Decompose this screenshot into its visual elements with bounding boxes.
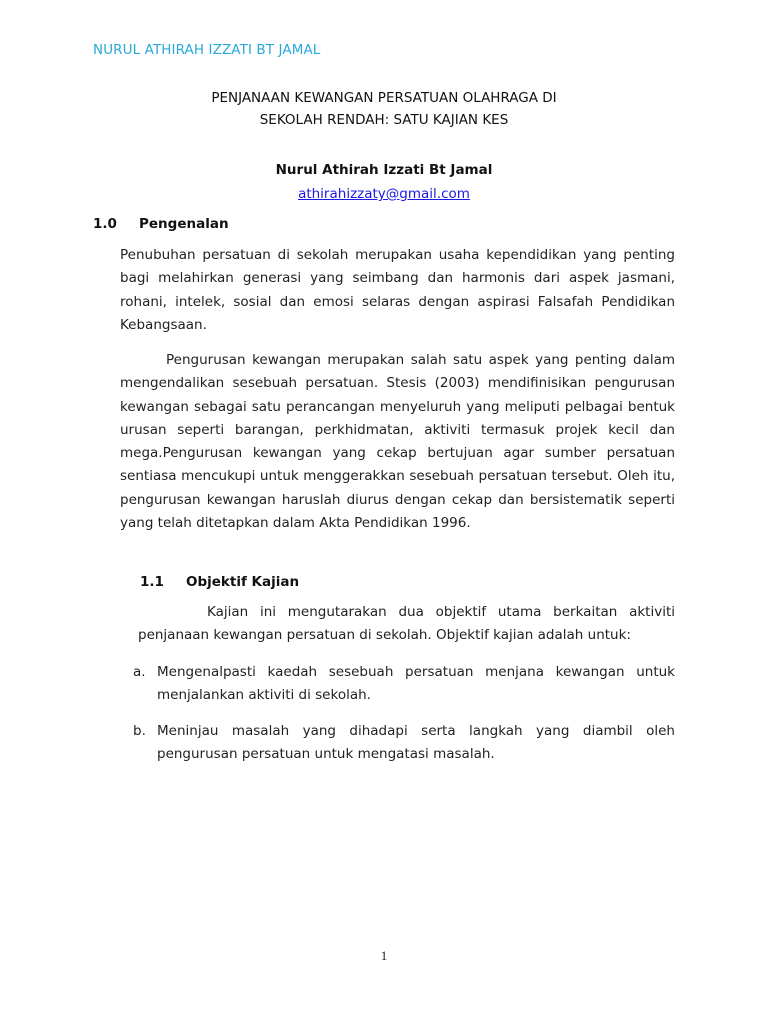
list-item (133, 720, 675, 767)
list-marker: a. (133, 664, 146, 680)
paragraph-objectives-intro: Kajian ini mengutarakan dua objektif utama berkaitan aktiviti penjanaan kewangan persatuan di sekolah. Objektif kajian adalah untuk: (138, 604, 675, 644)
section-heading (93, 216, 229, 232)
email-link[interactable]: athirahizzaty@gmail.com (298, 186, 470, 202)
subsection-title: Objektif Kajian (186, 574, 300, 590)
title-line-2: SEKOLAH RENDAH: SATU KAJIAN KES (259, 112, 509, 128)
list-item-text: Meninjau masalah yang dihadapi serta langkah yang diambil oleh pengurusan persatuan untuk mengatasi masalah. (157, 723, 675, 763)
author-name: Nurul Athirah Izzati Bt Jamal (275, 162, 493, 178)
paragraph-financial-management: Pengurusan kewangan merupakan salah satu aspek yang penting dalam mengendalikan sesebuah persatuan. Stesis (2003) mendifinisikan pengurusan kewangan sebagai satu perancangan menyeluruh yang meliputi pelbagai bentuk urusan seperti barangan, perkhidmatan, aktiviti termasuk projek kecil dan mega.Pengurusan kewangan yang cekap bertujuan agar sumber persatuan sentiasa mencukupi untuk menggerakkan sesebuah persatuan tersebut. Oleh itu, pengurusan kewangan haruslah diurus dengan cekap dan bersistematik seperti yang telah ditetapkan dalam Akta Pendidikan 1996. (120, 352, 675, 532)
title-line-1: PENJANAAN KEWANGAN PERSATUAN OLAHRAGA DI (211, 90, 557, 106)
list-item-text: Mengenalpasti kaedah sesebuah persatuan menjana kewangan untuk menjalankan aktiviti di sekolah. (157, 664, 675, 704)
section-number: 1.0 (93, 216, 117, 232)
section-title: Pengenalan (139, 216, 229, 232)
running-header: NURUL ATHIRAH IZZATI BT JAMAL (93, 42, 321, 58)
subsection-heading (140, 574, 299, 590)
document-title (0, 87, 768, 131)
list-marker: b. (133, 723, 146, 739)
page-number: 1 (380, 948, 388, 963)
paragraph-intro: Penubuhan persatuan di sekolah merupakan usaha kependidikan yang penting bagi melahirkan generasi yang seimbang dan harmonis dari aspek jasmani, rohani, intelek, sosial dan emosi selaras dengan aspirasi Falsafah Pendidikan Kebangsaan. (120, 247, 675, 333)
author-email (0, 186, 768, 202)
list-item (133, 661, 675, 708)
subsection-number: 1.1 (140, 574, 164, 590)
